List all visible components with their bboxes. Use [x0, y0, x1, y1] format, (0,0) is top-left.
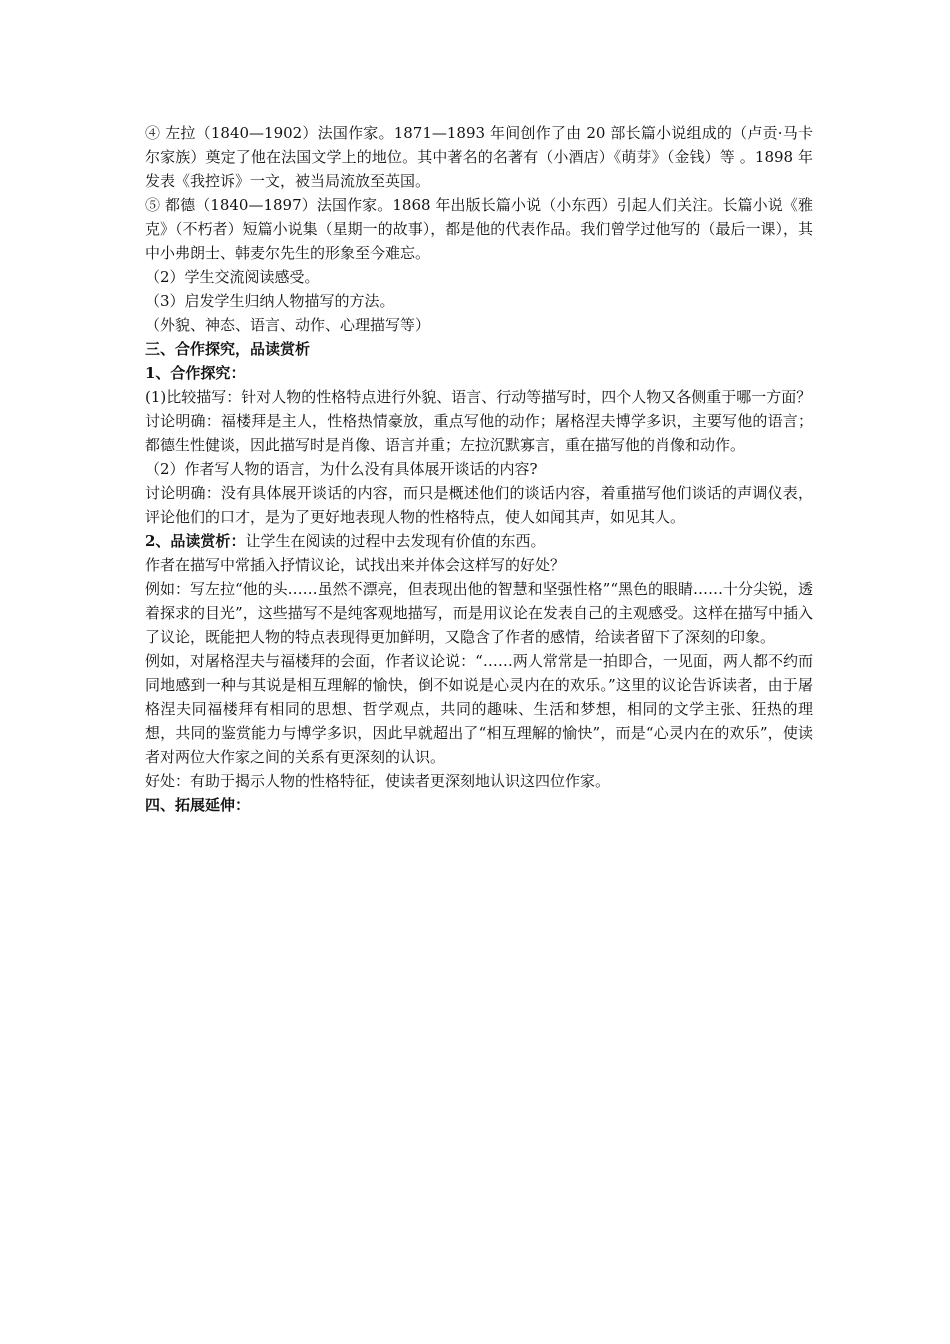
discussion-answer-2: 讨论明确：没有具体展开谈话的内容，而只是概述他们的谈话内容，着重描写他们谈话的声调仪表，评论他们的口才，是为了更好地表现人物的性格特点，使人如闻其声，如见其人。	[145, 484, 813, 526]
question-comparison: (1)比较描写：针对人物的性格特点进行外貌、语言、行动等描写时，四个人物又各侧重于哪一方面？	[145, 388, 812, 406]
benefit-summary: 好处：有助于揭示人物的性格特征，使读者更深刻地认识这四位作家。	[145, 772, 611, 790]
section-heading-4: 四、拓展延伸：	[145, 796, 251, 814]
example-zola: 例如：写左拉“他的头……虽然不漂亮，但表现出他的智慧和坚强性格”“黑色的眼睛……十分尖锐，透着探求的目光”，这些描写不是纯客观地描写，而是用议论在发表自己的主观感受。这样在描写中插入了议论，既能把人物的特点表现得更加鲜明，又隐含了作者的感情，给读者留下了深刻的印象。	[145, 580, 814, 646]
subheading-cooperative-inquiry: 1、合作探究：	[145, 364, 246, 382]
section-heading-3: 三、合作探究，品读赏析	[145, 340, 311, 358]
example-meeting: 例如，对屠格涅夫与福楼拜的会面，作者议论说：“……两人常常是一拍即合，一见面，两人都不约而同地感到一种与其说是相互理解的愉快，倒不如说是心灵内在的欢乐。”这里的议论告诉读者，由于屠格涅夫同福楼拜有相同的思想、哲学观点，共同的趣味、生活和梦想，相同的文学主张、狂热的理想，共同的鉴赏能力与博学多识，因此早就超出了“相互理解的愉快”，而是“心灵内在的欢乐”，使读者对两位大作家之间的关系有更深刻的认识。	[145, 652, 813, 766]
paragraph-daudet: ⑤ 都德（1840—1897）法国作家。1868 年出版长篇小说（小东西）引起人们关注。长篇小说《雅克》（不朽者）短篇小说集（星期一的故事），都是他的代表作品。我们曾学过他写的（最后一课），其中小弗朗士、韩麦尔先生的形象至今难忘。	[145, 196, 813, 262]
paragraph-methods: （外貌、神态、语言、动作、心理描写等）	[145, 316, 431, 334]
subheading-text: 让学生在阅读的过程中去发现有价值的东西。	[245, 532, 546, 550]
paragraph-step-2: （2）学生交流阅读感受。	[145, 268, 320, 286]
document-body	[145, 121, 813, 817]
subheading-reading-appreciation	[145, 529, 813, 553]
paragraph-zola: ④ 左拉（1840—1902）法国作家。1871—1893 年间创作了由 20 部长篇小说组成的（卢贡·马卡尔家族）奠定了他在法国文学上的地位。其中著名的名著有（小酒店）《萌芽》（金钱）等 。1898 年发表《我控诉》一文，被当局流放至英国。	[145, 124, 813, 190]
subheading-label: 2、品读赏析：	[145, 532, 246, 550]
discussion-answer-1: 讨论明确：福楼拜是主人，性格热情豪放，重点写他的动作；屠格涅夫博学多识，主要写他的语言；都德生性健谈，因此描写时是肖像、语言并重；左拉沉默寡言，重在描写他的肖像和动作。	[145, 412, 813, 454]
question-language: （2）作者写人物的语言，为什么没有具体展开谈话的内容?	[145, 460, 538, 478]
paragraph-step-3: （3）启发学生归纳人物描写的方法。	[145, 292, 395, 310]
question-commentary: 作者在描写中常插入抒情议论，试找出来并体会这样写的好处？	[145, 556, 566, 574]
